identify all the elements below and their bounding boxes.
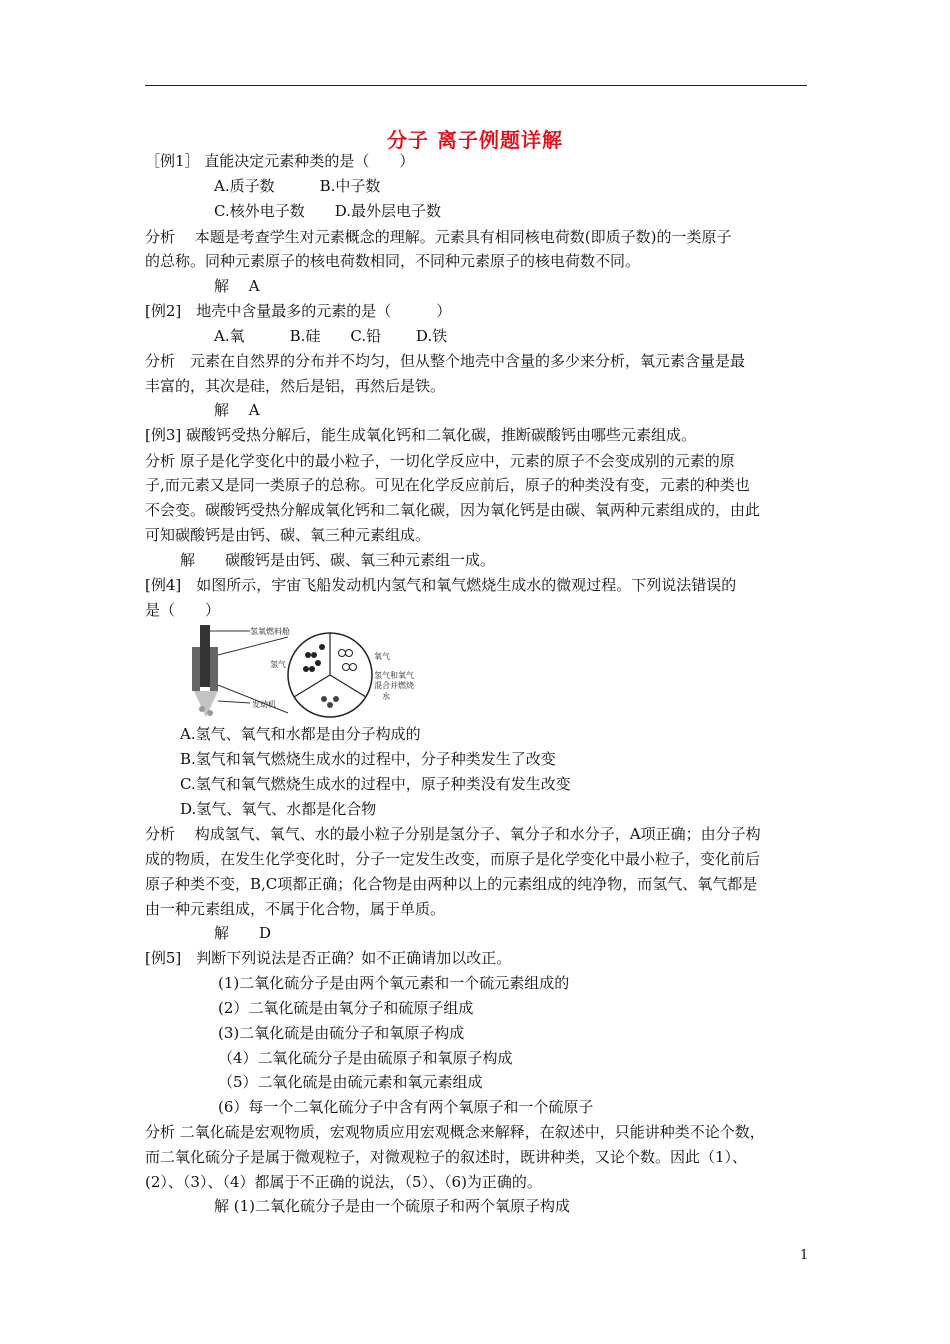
statement-3: (3)二氧化硫是由硫分子和氧原子构成: [218, 1024, 465, 1042]
oxygen-label: 氧气: [374, 652, 390, 661]
text-line: A.质子数 B.中子数: [214, 177, 381, 195]
text-line: (2）、（3）、（4）都属于不正确的说法，（5）、（6)为正确的。: [145, 1173, 542, 1191]
text-line: 解 (1)二氧化硫分子是由一个硫原子和两个氧原子构成: [214, 1197, 571, 1215]
text-line: 由一种元素组成，不属于化合物，属于单质。: [145, 900, 446, 918]
burn-label: 混合并燃烧: [374, 681, 414, 690]
text-line: 是（ ）: [145, 601, 221, 619]
page-title: 分子 离子例题详解: [387, 128, 563, 152]
rocket-engine-diagram: [178, 625, 434, 725]
engine-label: 发动机: [252, 700, 276, 709]
statement-4: （4）二氧化硫分子是由硫原子和氧原子构成: [218, 1049, 513, 1067]
text-line: 而二氧化硫分子是属于微观粒子，对微观粒子的叙述时，既讲种类，又论个数。因此（1）、: [145, 1148, 748, 1166]
fuel-tank-label: 氢氧燃料舱: [250, 627, 290, 636]
rocket-body: [200, 625, 210, 687]
statement-1: (1)二氧化硫分子是由两个氧元素和一个硫元素组成的: [218, 974, 570, 992]
text-line: 原子种类不变，B,C项都正确；化合物是由两种以上的元素组成的纯净物，而氢气、氧气都是: [145, 875, 758, 893]
statement-2: (2）二氧化硫是由氧分子和硫原子组成: [218, 999, 474, 1017]
text-line: 分析 构成氢气、氧气、水的最小粒子分别是氢分子、氧分子和水分子，A项正确；由分子构: [145, 825, 761, 843]
text-line: 不会变。碳酸钙受热分解成氧化钙和二氧化碳，因为氧化钙是由碳、氧两种元素组成的，由此: [145, 501, 761, 519]
text-line: 可知碳酸钙是由钙、碳、氧三种元素组成。: [145, 526, 431, 544]
text-line: 分析 原子是化学变化中的最小粒子，一切化学反应中，元素的原子不会变成别的元素的原: [145, 452, 735, 470]
mix-label: 氢气和氧气: [374, 671, 414, 680]
text-line: 的总称。同种元素原子的核电荷数相同，不同种元素原子的核电荷数不同。: [145, 252, 641, 270]
water-label: 水: [382, 692, 390, 701]
oxygen-molecules: [339, 650, 357, 671]
text-line: [例4] 如图所示，宇宙飞船发动机内氢气和氧气燃烧生成水的微观过程。下列说法错误的: [145, 576, 737, 594]
text-line: [例5] 判断下列说法是否正确？如不正确请加以改正。: [145, 949, 512, 967]
text-line: 分析 二氧化硫是宏观物质，宏观物质应用宏观概念来解释，在叙述中，只能讲种类不论个数，: [145, 1123, 765, 1141]
text-line: 成的物质，在发生化学变化时，分子一定发生改变，而原子是化学变化中最小粒子，变化前后: [145, 850, 761, 868]
option-a: A.氢气、氧气和水都是由分子构成的: [180, 725, 421, 743]
text-line: [例2] 地壳中含量最多的元素的是（ ）: [145, 302, 452, 320]
statement-6: (6）每一个二氧化硫分子中含有两个氧原子和一个硫原子: [218, 1098, 594, 1116]
water-molecules: [321, 696, 339, 708]
text-line: 解 D: [214, 924, 272, 942]
option-d: D.氢气、氧气、水都是化合物: [180, 800, 377, 818]
hydrogen-molecules: [303, 644, 325, 672]
text-line: C.核外电子数 D.最外层电子数: [214, 202, 441, 220]
text-line: 解 碳酸钙是由钙、碳、氧三种元素组一成。: [180, 551, 496, 569]
text-line: A.氧 B.硅 C.铅 D.铁: [214, 327, 448, 345]
text-line: [例3] 碳酸钙受热分解后，能生成氧化钙和二氧化碳，推断碳酸钙由哪些元素组成。: [145, 426, 697, 444]
page-number: 1: [800, 1248, 809, 1263]
text-line: ［例1］ 直能决定元素种类的是（ ）: [145, 152, 415, 170]
hydrogen-label: 氢气: [270, 660, 286, 669]
option-c: C.氢气和氧气燃烧生成水的过程中，原子种类没有发生改变: [180, 775, 571, 793]
option-b: B.氢气和氧气燃烧生成水的过程中，分子种类发生了改变: [180, 750, 556, 768]
text-line: 解 A: [214, 401, 260, 419]
text-line: 分析 元素在自然界的分布并不均匀，但从整个地壳中含量的多少来分析，氧元素含量是最: [145, 352, 746, 370]
text-line: 丰富的，其次是硅，然后是铝，再然后是铁。: [145, 377, 446, 395]
text-line: 子,而元素又是同一类原子的总称。可见在化学反应前后，原子的种类没有变，元素的种类也: [145, 476, 750, 494]
header-rule: [145, 85, 807, 86]
text-line: 分析 本题是考查学生对元素概念的理解。元素具有相同核电荷数(即质子数)的一类原子: [145, 228, 732, 246]
rocket-booster: [192, 647, 200, 691]
statement-5: （5）二氧化硫是由硫元素和氧元素组成: [218, 1073, 483, 1091]
text-line: 解 A: [214, 277, 260, 295]
